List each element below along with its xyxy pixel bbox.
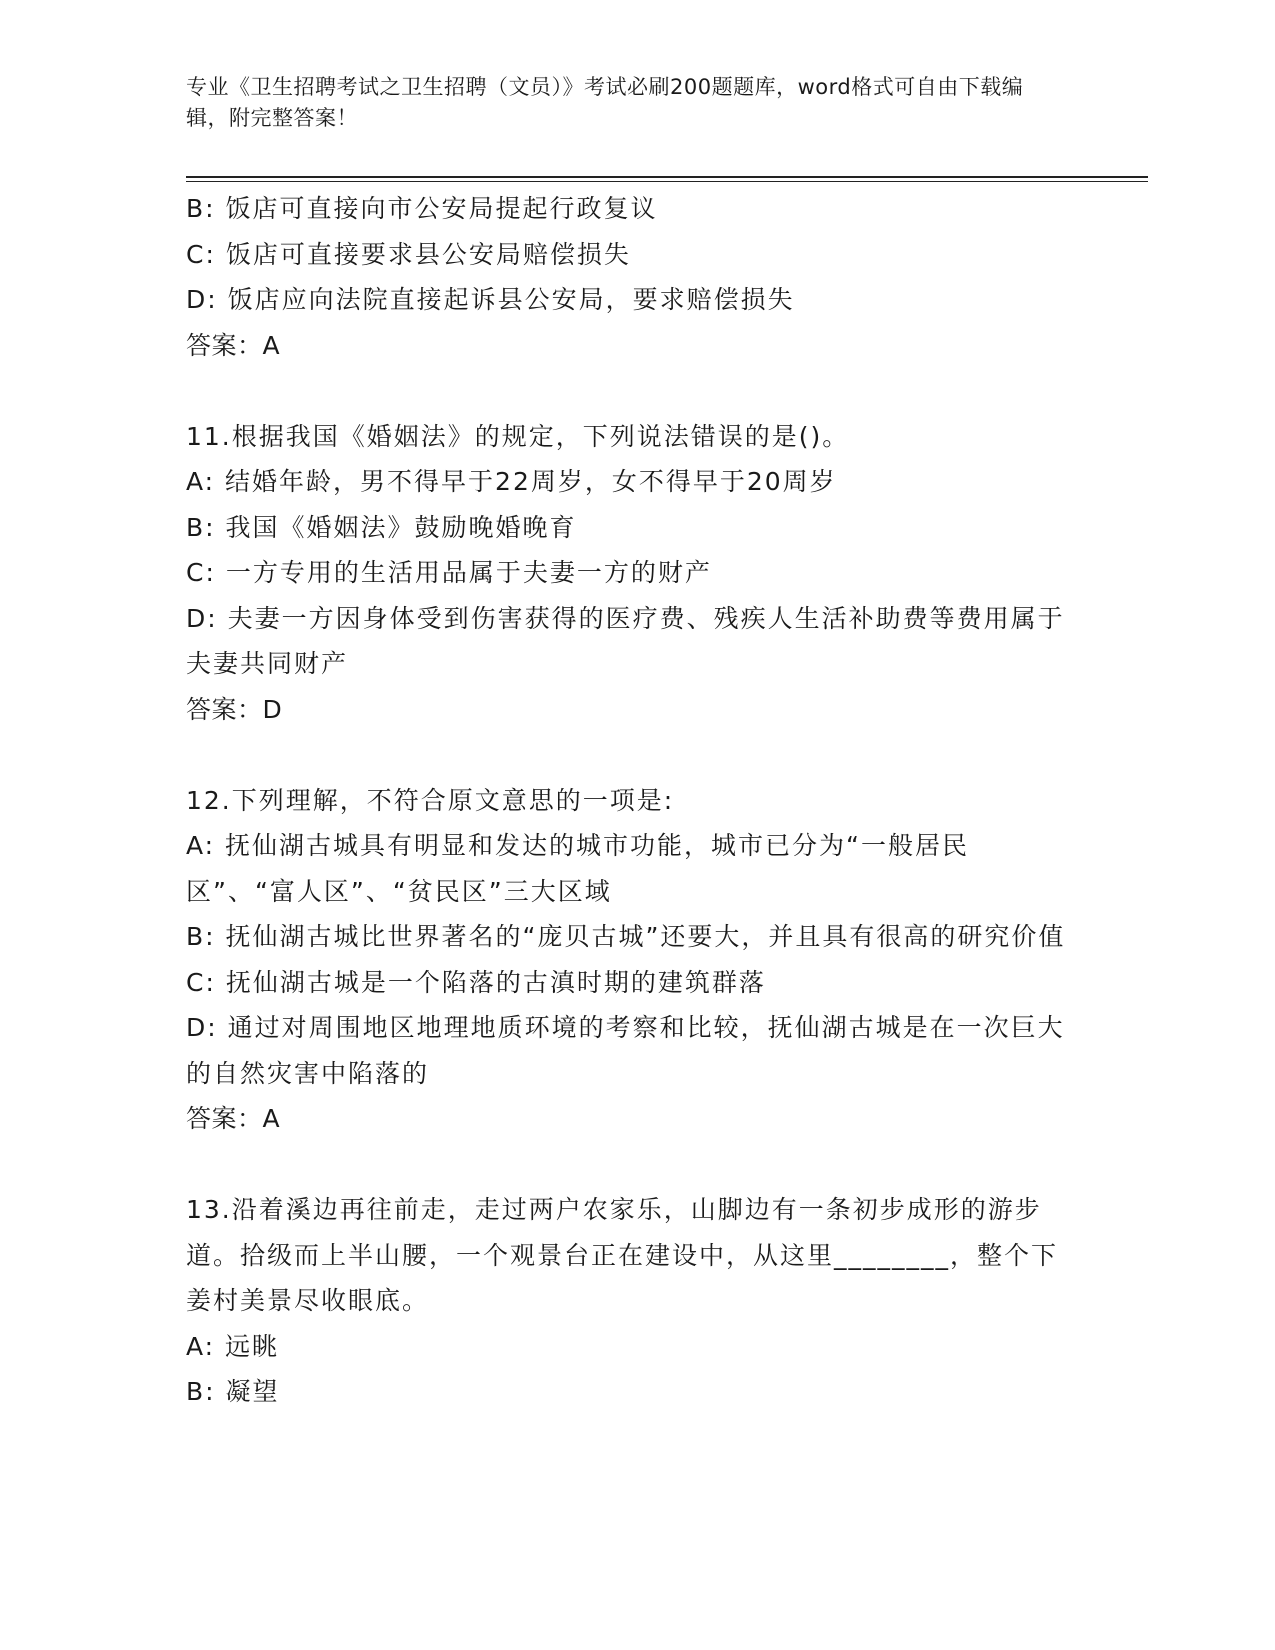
option-c: C: 一方专用的生活用品属于夫妻一方的财产 — [186, 558, 712, 587]
option-c: C: 饭店可直接要求县公安局赔偿损失 — [186, 239, 631, 269]
question-stem: 11.根据我国《婚姻法》的规定，下列说法错误的是()。 — [186, 421, 850, 451]
option-d: D: 通过对周围地区地理地质环境的考察和比较，抚仙湖古城是在一次巨大的自然灾害中陷落的 — [186, 1013, 1065, 1088]
option-c: C: 抚仙湖古城是一个陷落的古滇时期的建筑群落 — [186, 967, 766, 997]
answer-line: 答案：A — [186, 1104, 281, 1133]
spacer — [186, 1142, 1066, 1188]
question-stem: 12.下列理解，不符合原文意思的一项是: — [186, 785, 675, 815]
option-b: B: 抚仙湖古城比世界著名的“庞贝古城”还要大，并且具有很高的研究价值 — [186, 922, 1066, 951]
header-rule-thick — [186, 176, 1148, 178]
option-a: A: 结婚年龄，男不得早于22周岁，女不得早于20周岁 — [186, 467, 837, 496]
question-10 — [186, 186, 1066, 368]
answer-line: 答案：A — [186, 330, 281, 360]
answer-line: 答案：D — [186, 694, 283, 724]
spacer — [186, 368, 1066, 414]
option-b: B: 凝望 — [186, 1377, 280, 1406]
option-b: B: 饭店可直接向市公安局提起行政复议 — [186, 194, 658, 223]
spacer — [186, 732, 1066, 778]
question-11 — [186, 414, 1066, 733]
option-d: D: 夫妻一方因身体受到伤害获得的医疗费、残疾人生活补助费等费用属于夫妻共同财产 — [186, 603, 1065, 678]
option-b: B: 我国《婚姻法》鼓励晚婚晚育 — [186, 512, 577, 542]
document-header: 专业《卫生招聘考试之卫生招聘（文员）》考试必刷200题题库，word格式可自由下载编辑，附完整答案！ — [186, 75, 1024, 130]
question-list — [186, 186, 1066, 1415]
option-d: D: 饭店应向法院直接起诉县公安局，要求赔偿损失 — [186, 285, 795, 314]
question-stem: 13.沿着溪边再往前走，走过两户农家乐，山脚边有一条初步成形的游步道。拾级而上半山腰，一个观景台正在建设中，从这里________，整个下姜村美景尽收眼底。 — [186, 1195, 1059, 1315]
question-13 — [186, 1187, 1066, 1415]
option-a: A: 远眺 — [186, 1331, 280, 1361]
header-rule-thin — [186, 181, 1148, 182]
question-12 — [186, 778, 1066, 1142]
option-a: A: 抚仙湖古城具有明显和发达的城市功能，城市已分为“一般居民区”、“富人区”、“贫民区”三大区域 — [186, 831, 969, 906]
